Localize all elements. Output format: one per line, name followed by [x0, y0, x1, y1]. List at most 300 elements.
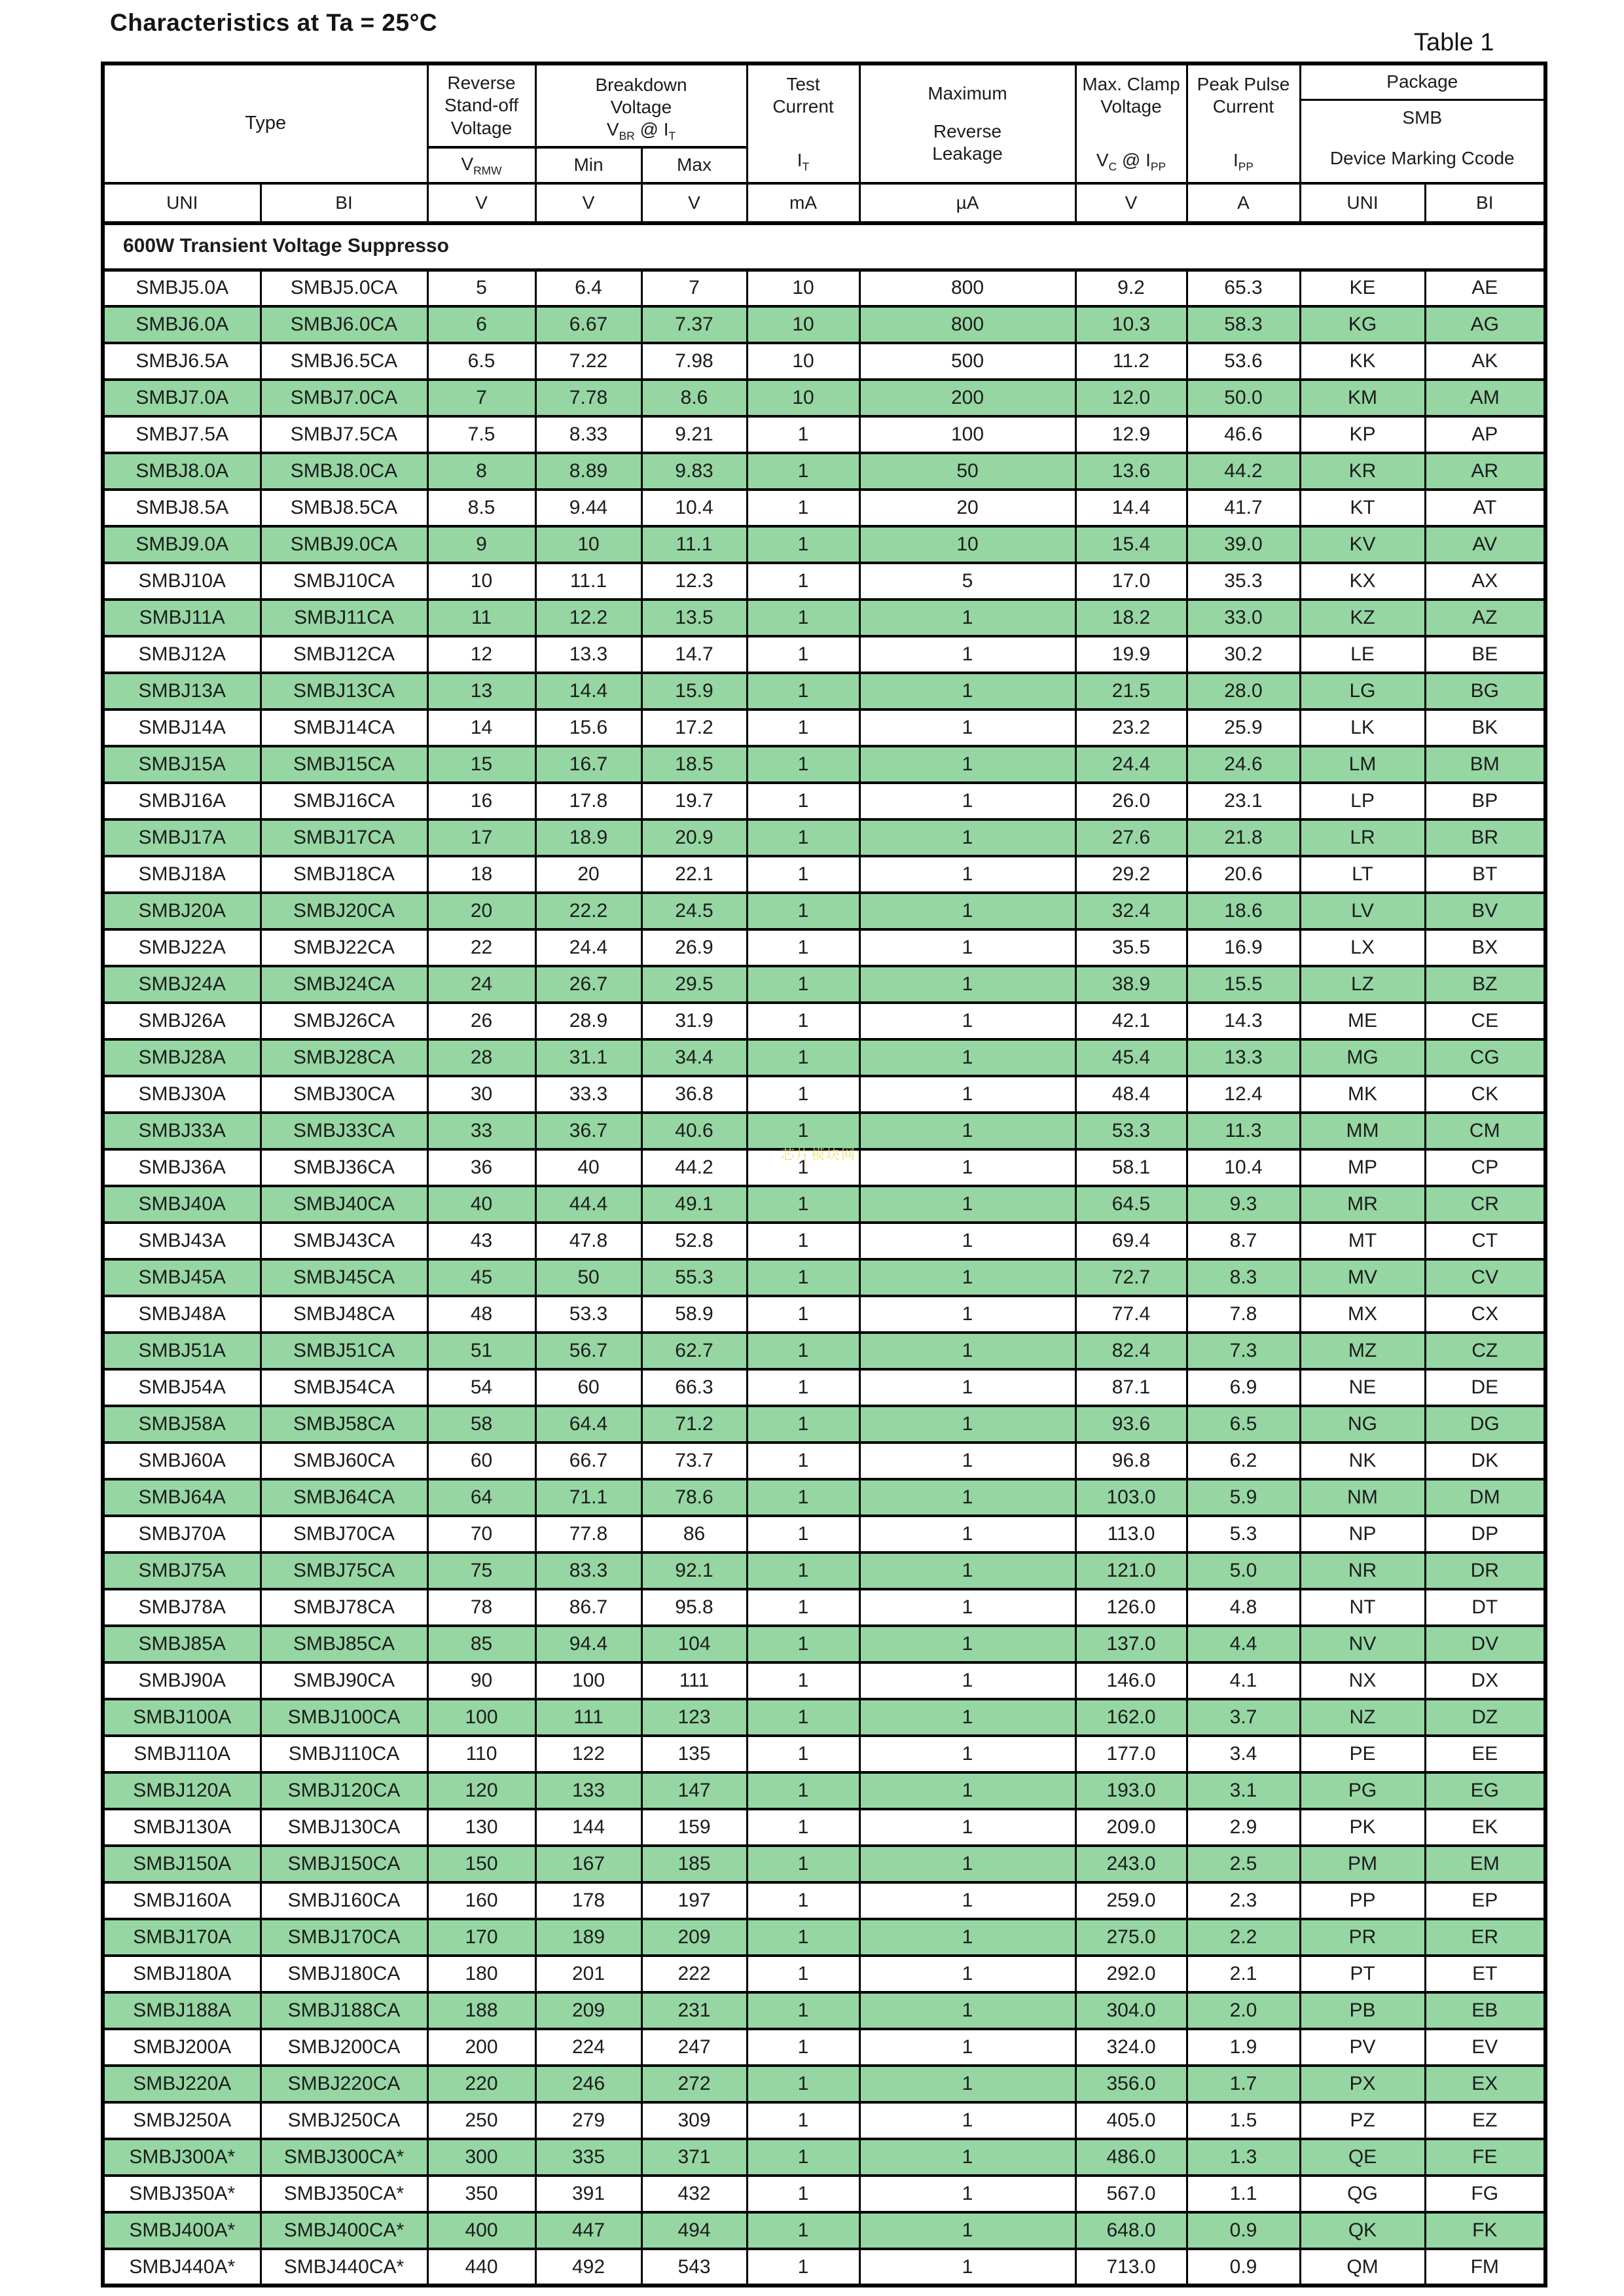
table-cell: SMBJ43A	[103, 1223, 261, 1259]
table-cell: 58.9	[641, 1296, 747, 1333]
table-cell: 8.89	[535, 453, 641, 490]
table-cell: KK	[1300, 343, 1425, 380]
table-cell: KE	[1300, 270, 1425, 306]
table-cell: SMBJ13A	[103, 673, 261, 709]
table-cell: 48	[427, 1296, 535, 1333]
table-cell: 5.3	[1187, 1516, 1300, 1552]
table-cell: 36.7	[535, 1113, 641, 1149]
table-cell: LG	[1300, 673, 1425, 709]
page-title: Characteristics at Ta = 25°C	[110, 9, 438, 36]
table-cell: NZ	[1300, 1699, 1425, 1736]
table-cell: 279	[535, 2102, 641, 2139]
table-cell: 10	[859, 526, 1075, 563]
table-cell: SMBJ130CA	[261, 1809, 427, 1846]
table-cell: 13.6	[1075, 453, 1187, 490]
table-cell: SMBJ440CA*	[261, 2249, 427, 2286]
table-cell: 371	[641, 2139, 747, 2176]
table-cell: 200	[427, 2029, 535, 2066]
table-cell: 6.5	[1187, 1406, 1300, 1443]
table-number-label: Table 1	[1414, 29, 1494, 56]
table-cell: 275.0	[1075, 1919, 1187, 1956]
table-cell: 272	[641, 2066, 747, 2102]
table-cell: 10.3	[1075, 306, 1187, 343]
table-cell: 40.6	[641, 1113, 747, 1149]
table-cell: FM	[1425, 2249, 1545, 2286]
table-cell: 1	[747, 856, 859, 893]
table-cell: 1	[859, 1589, 1075, 1626]
table-cell: 100	[859, 416, 1075, 453]
table-cell: 15.6	[535, 709, 641, 746]
table-cell: 1	[747, 600, 859, 636]
table-cell: LP	[1300, 783, 1425, 819]
table-cell: 201	[535, 1956, 641, 1992]
table-cell: SMBJ400A*	[103, 2212, 261, 2249]
table-cell: 33.0	[1187, 600, 1300, 636]
table-cell: 178	[535, 1882, 641, 1919]
table-cell: BV	[1425, 893, 1545, 929]
table-cell: 1.3	[1187, 2139, 1300, 2176]
table-cell: 65.3	[1187, 270, 1300, 306]
table-cell: 146.0	[1075, 1662, 1187, 1699]
table-cell: SMBJ48A	[103, 1296, 261, 1333]
table-cell: SMBJ24CA	[261, 966, 427, 1003]
table-cell: 1	[859, 2249, 1075, 2286]
table-cell: SMBJ43CA	[261, 1223, 427, 1259]
table-cell: 11	[427, 600, 535, 636]
table-cell: 185	[641, 1846, 747, 1882]
section-title: 600W Transient Voltage Suppresso	[103, 223, 1545, 270]
table-cell: 71.1	[535, 1479, 641, 1516]
header-package-smb: SMB	[1402, 107, 1443, 128]
table-cell: PP	[1300, 1882, 1425, 1919]
table-cell: 9	[427, 526, 535, 563]
table-cell: 31.9	[641, 1003, 747, 1039]
table-cell: 1	[859, 1552, 1075, 1589]
table-cell: 123	[641, 1699, 747, 1736]
table-row	[103, 2139, 1545, 2176]
table-cell: 43	[427, 1223, 535, 1259]
table-cell: 1	[859, 1919, 1075, 1956]
table-cell: DZ	[1425, 1699, 1545, 1736]
table-cell: SMBJ85CA	[261, 1626, 427, 1662]
header-type: Type	[103, 63, 427, 183]
table-cell: 250	[427, 2102, 535, 2139]
table-cell: 26.0	[1075, 783, 1187, 819]
table-cell: 391	[535, 2176, 641, 2212]
table-cell: 1	[747, 1369, 859, 1406]
table-cell: 440	[427, 2249, 535, 2286]
table-cell: 77.4	[1075, 1296, 1187, 1333]
table-cell: 13	[427, 673, 535, 709]
table-cell: 1	[859, 673, 1075, 709]
table-cell: MX	[1300, 1296, 1425, 1333]
table-cell: EB	[1425, 1992, 1545, 2029]
table-cell: 160	[427, 1882, 535, 1919]
table-cell: KZ	[1300, 600, 1425, 636]
table-cell: 2.1	[1187, 1956, 1300, 1992]
table-cell: SMBJ28A	[103, 1039, 261, 1076]
table-cell: 1	[747, 1296, 859, 1333]
table-cell: EX	[1425, 2066, 1545, 2102]
table-cell: 1	[859, 856, 1075, 893]
table-cell: 15.5	[1187, 966, 1300, 1003]
table-row	[103, 343, 1545, 380]
table-cell: 1	[859, 1076, 1075, 1113]
table-row	[103, 1919, 1545, 1956]
header-package	[1300, 63, 1545, 183]
unit-cell: UNI	[103, 183, 261, 223]
table-cell: 75	[427, 1552, 535, 1589]
table-cell: SMBJ20CA	[261, 893, 427, 929]
table-cell: 1	[859, 1186, 1075, 1223]
table-cell: 71.2	[641, 1406, 747, 1443]
table-row	[103, 1589, 1545, 1626]
table-cell: SMBJ16A	[103, 783, 261, 819]
table-cell: 29.5	[641, 966, 747, 1003]
table-cell: 103.0	[1075, 1479, 1187, 1516]
table-cell: 21.5	[1075, 673, 1187, 709]
table-row	[103, 2066, 1545, 2102]
table-cell: 5.9	[1187, 1479, 1300, 1516]
table-cell: FK	[1425, 2212, 1545, 2249]
table-cell: BT	[1425, 856, 1545, 893]
table-cell: 713.0	[1075, 2249, 1187, 2286]
table-cell: 7.22	[535, 343, 641, 380]
table-row	[103, 1443, 1545, 1479]
table-cell: 15.4	[1075, 526, 1187, 563]
table-cell: 35.3	[1187, 563, 1300, 600]
table-row	[103, 1809, 1545, 1846]
table-cell: SMBJ7.5CA	[261, 416, 427, 453]
table-cell: SMBJ26CA	[261, 1003, 427, 1039]
table-cell: SMBJ30CA	[261, 1076, 427, 1113]
table-cell: 83.3	[535, 1552, 641, 1589]
table-cell: SMBJ6.5CA	[261, 343, 427, 380]
unit-cell: BI	[1425, 183, 1545, 223]
table-cell: SMBJ188A	[103, 1992, 261, 2029]
table-cell: PK	[1300, 1809, 1425, 1846]
table-cell: 1	[859, 2029, 1075, 2066]
table-cell: 1	[747, 1113, 859, 1149]
table-cell: SMBJ28CA	[261, 1039, 427, 1076]
table-cell: SMBJ160CA	[261, 1882, 427, 1919]
table-row	[103, 1186, 1545, 1223]
header-max: Max	[641, 147, 747, 183]
table-cell: SMBJ24A	[103, 966, 261, 1003]
table-cell: 12.9	[1075, 416, 1187, 453]
table-cell: 25.9	[1187, 709, 1300, 746]
table-cell: 54	[427, 1369, 535, 1406]
table-cell: 9.44	[535, 490, 641, 526]
table-cell: 1	[859, 1223, 1075, 1259]
table-cell: CM	[1425, 1113, 1545, 1149]
table-cell: SMBJ8.0CA	[261, 453, 427, 490]
table-cell: EE	[1425, 1736, 1545, 1772]
table-cell: SMBJ5.0A	[103, 270, 261, 306]
table-cell: 1	[747, 1882, 859, 1919]
table-cell: SMBJ440A*	[103, 2249, 261, 2286]
table-cell: 1	[747, 966, 859, 1003]
table-cell: 177.0	[1075, 1736, 1187, 1772]
table-cell: 1	[859, 1772, 1075, 1809]
table-cell: 8.3	[1187, 1259, 1300, 1296]
table-cell: 6.9	[1187, 1369, 1300, 1406]
table-cell: 6	[427, 306, 535, 343]
table-cell: AZ	[1425, 600, 1545, 636]
table-row	[103, 306, 1545, 343]
table-cell: SMBJ350CA*	[261, 2176, 427, 2212]
table-cell: NV	[1300, 1626, 1425, 1662]
table-cell: 9.2	[1075, 270, 1187, 306]
table-cell: 8.7	[1187, 1223, 1300, 1259]
table-cell: CV	[1425, 1259, 1545, 1296]
table-cell: 90	[427, 1662, 535, 1699]
table-cell: PR	[1300, 1919, 1425, 1956]
table-cell: 22	[427, 929, 535, 966]
unit-cell: V	[641, 183, 747, 223]
table-cell: 2.0	[1187, 1992, 1300, 2029]
table-cell: 7.98	[641, 343, 747, 380]
table-cell: DT	[1425, 1589, 1545, 1626]
table-row	[103, 1626, 1545, 1662]
table-cell: SMBJ300CA*	[261, 2139, 427, 2176]
table-cell: SMBJ250CA	[261, 2102, 427, 2139]
table-cell: 648.0	[1075, 2212, 1187, 2249]
table-cell: 1	[859, 1259, 1075, 1296]
table-cell: SMBJ10A	[103, 563, 261, 600]
table-cell: 11.1	[535, 563, 641, 600]
table-cell: MG	[1300, 1039, 1425, 1076]
table-cell: 86.7	[535, 1589, 641, 1626]
table-row	[103, 1516, 1545, 1552]
table-cell: 7.5	[427, 416, 535, 453]
table-cell: SMBJ22CA	[261, 929, 427, 966]
table-cell: DV	[1425, 1626, 1545, 1662]
table-cell: 12	[427, 636, 535, 673]
table-cell: SMBJ9.0CA	[261, 526, 427, 563]
table-cell: SMBJ58CA	[261, 1406, 427, 1443]
table-cell: SMBJ250A	[103, 2102, 261, 2139]
table-cell: SMBJ200CA	[261, 2029, 427, 2066]
table-row	[103, 2029, 1545, 2066]
table-cell: 246	[535, 2066, 641, 2102]
table-cell: 2.3	[1187, 1882, 1300, 1919]
table-cell: DX	[1425, 1662, 1545, 1699]
table-cell: 1	[859, 1443, 1075, 1479]
table-cell: 16.9	[1187, 929, 1300, 966]
table-cell: 18	[427, 856, 535, 893]
header-row-main	[103, 63, 1545, 147]
table-cell: 800	[859, 270, 1075, 306]
table-cell: 7	[641, 270, 747, 306]
table-cell: 2.5	[1187, 1846, 1300, 1882]
table-row	[103, 819, 1545, 856]
table-cell: AV	[1425, 526, 1545, 563]
table-cell: 58.1	[1075, 1149, 1187, 1186]
table-row	[103, 1223, 1545, 1259]
table-cell: MK	[1300, 1076, 1425, 1113]
table-cell: 209	[641, 1919, 747, 1956]
table-row	[103, 929, 1545, 966]
table-cell: SMBJ75A	[103, 1552, 261, 1589]
table-cell: 400	[427, 2212, 535, 2249]
table-row	[103, 1039, 1545, 1076]
table-cell: 113.0	[1075, 1516, 1187, 1552]
table-cell: LZ	[1300, 966, 1425, 1003]
table-row	[103, 416, 1545, 453]
table-cell: 167	[535, 1846, 641, 1882]
table-cell: 1	[859, 1479, 1075, 1516]
table-cell: KX	[1300, 563, 1425, 600]
table-row	[103, 966, 1545, 1003]
table-cell: 4.1	[1187, 1662, 1300, 1699]
table-cell: 93.6	[1075, 1406, 1187, 1443]
table-cell: 486.0	[1075, 2139, 1187, 2176]
table-cell: 1	[859, 1003, 1075, 1039]
table-cell: 14.7	[641, 636, 747, 673]
table-cell: 300	[427, 2139, 535, 2176]
table-cell: 24.5	[641, 893, 747, 929]
table-cell: 1	[747, 1552, 859, 1589]
table-cell: CT	[1425, 1223, 1545, 1259]
table-cell: NK	[1300, 1443, 1425, 1479]
table-cell: 42.1	[1075, 1003, 1187, 1039]
table-cell: PX	[1300, 2066, 1425, 2102]
table-cell: 1	[747, 673, 859, 709]
table-cell: 159	[641, 1809, 747, 1846]
table-cell: SMBJ75CA	[261, 1552, 427, 1589]
table-cell: 1	[747, 2249, 859, 2286]
table-cell: 60	[535, 1369, 641, 1406]
table-cell: SMBJ6.5A	[103, 343, 261, 380]
table-cell: 10	[747, 306, 859, 343]
table-cell: SMBJ15CA	[261, 746, 427, 783]
table-cell: 0.9	[1187, 2212, 1300, 2249]
table-cell: 31.1	[535, 1039, 641, 1076]
table-cell: 86	[641, 1516, 747, 1552]
table-cell: BM	[1425, 746, 1545, 783]
header-max-clamp-voltage: Max. Clamp Voltage $V_C$ @ $I_{PP}$	[1075, 63, 1187, 183]
table-cell: 1	[747, 1186, 859, 1223]
table-cell: SMBJ58A	[103, 1406, 261, 1443]
table-cell: 147	[641, 1772, 747, 1809]
table-cell: 23.2	[1075, 709, 1187, 746]
table-cell: 3.4	[1187, 1736, 1300, 1772]
table-cell: 73.7	[641, 1443, 747, 1479]
table-cell: SMBJ120A	[103, 1772, 261, 1809]
table-cell: 0.9	[1187, 2249, 1300, 2286]
table-cell: SMBJ60CA	[261, 1443, 427, 1479]
table-cell: SMBJ36A	[103, 1149, 261, 1186]
table-cell: 7.78	[535, 380, 641, 416]
table-cell: 162.0	[1075, 1699, 1187, 1736]
header-package-label: Package	[1301, 65, 1544, 101]
table-cell: 1	[747, 526, 859, 563]
table-cell: 12.3	[641, 563, 747, 600]
table-cell: 1	[747, 1479, 859, 1516]
table-cell: 111	[535, 1699, 641, 1736]
table-cell: 120	[427, 1772, 535, 1809]
table-cell: 197	[641, 1882, 747, 1919]
table-cell: SMBJ85A	[103, 1626, 261, 1662]
table-cell: 92.1	[641, 1552, 747, 1589]
table-cell: 1	[747, 1919, 859, 1956]
table-cell: AP	[1425, 416, 1545, 453]
table-cell: LV	[1300, 893, 1425, 929]
table-cell: SMBJ30A	[103, 1076, 261, 1113]
table-cell: PZ	[1300, 2102, 1425, 2139]
table-cell: SMBJ51CA	[261, 1333, 427, 1369]
table-row	[103, 563, 1545, 600]
table-cell: SMBJ14A	[103, 709, 261, 746]
table-cell: 1	[859, 709, 1075, 746]
table-cell: 1	[747, 1662, 859, 1699]
table-cell: 49.1	[641, 1186, 747, 1223]
table-cell: 1	[747, 1736, 859, 1772]
table-cell: SMBJ40CA	[261, 1186, 427, 1223]
table-cell: 82.4	[1075, 1333, 1187, 1369]
table-cell: 29.2	[1075, 856, 1187, 893]
table-cell: LT	[1300, 856, 1425, 893]
table-cell: SMBJ188CA	[261, 1992, 427, 2029]
table-cell: 100	[427, 1699, 535, 1736]
table-cell: SMBJ220A	[103, 2066, 261, 2102]
table-cell: SMBJ200A	[103, 2029, 261, 2066]
table-row	[103, 1259, 1545, 1296]
table-cell: 78	[427, 1589, 535, 1626]
table-cell: SMBJ12A	[103, 636, 261, 673]
table-cell: NR	[1300, 1552, 1425, 1589]
table-cell: 1	[859, 1956, 1075, 1992]
table-cell: 24.4	[1075, 746, 1187, 783]
table-cell: 1	[747, 709, 859, 746]
table-cell: SMBJ14CA	[261, 709, 427, 746]
table-cell: NM	[1300, 1479, 1425, 1516]
table-cell: PB	[1300, 1992, 1425, 2029]
table-cell: ME	[1300, 1003, 1425, 1039]
table-cell: AG	[1425, 306, 1545, 343]
table-cell: 100	[535, 1662, 641, 1699]
table-cell: 500	[859, 343, 1075, 380]
table-cell: SMBJ180CA	[261, 1956, 427, 1992]
table-cell: ER	[1425, 1919, 1545, 1956]
table-cell: 64.5	[1075, 1186, 1187, 1223]
table-cell: 24	[427, 966, 535, 1003]
table-body	[103, 270, 1545, 2286]
table-cell: 1	[747, 746, 859, 783]
table-cell: 1	[859, 1406, 1075, 1443]
table-cell: DG	[1425, 1406, 1545, 1443]
table-cell: 1	[747, 1333, 859, 1369]
table-cell: 10	[747, 343, 859, 380]
table-row	[103, 1552, 1545, 1589]
table-cell: SMBJ150CA	[261, 1846, 427, 1882]
table-cell: 1	[747, 783, 859, 819]
table-cell: 19.9	[1075, 636, 1187, 673]
table-row	[103, 746, 1545, 783]
table-cell: SMBJ54A	[103, 1369, 261, 1406]
table-cell: 40	[535, 1149, 641, 1186]
table-cell: 1	[747, 2102, 859, 2139]
table-cell: 5	[427, 270, 535, 306]
table-cell: LK	[1300, 709, 1425, 746]
table-cell: SMBJ6.0CA	[261, 306, 427, 343]
table-cell: 304.0	[1075, 1992, 1187, 2029]
table-cell: 3.7	[1187, 1699, 1300, 1736]
table-cell: 1	[747, 2176, 859, 2212]
table-cell: 447	[535, 2212, 641, 2249]
table-cell: 4.8	[1187, 1589, 1300, 1626]
